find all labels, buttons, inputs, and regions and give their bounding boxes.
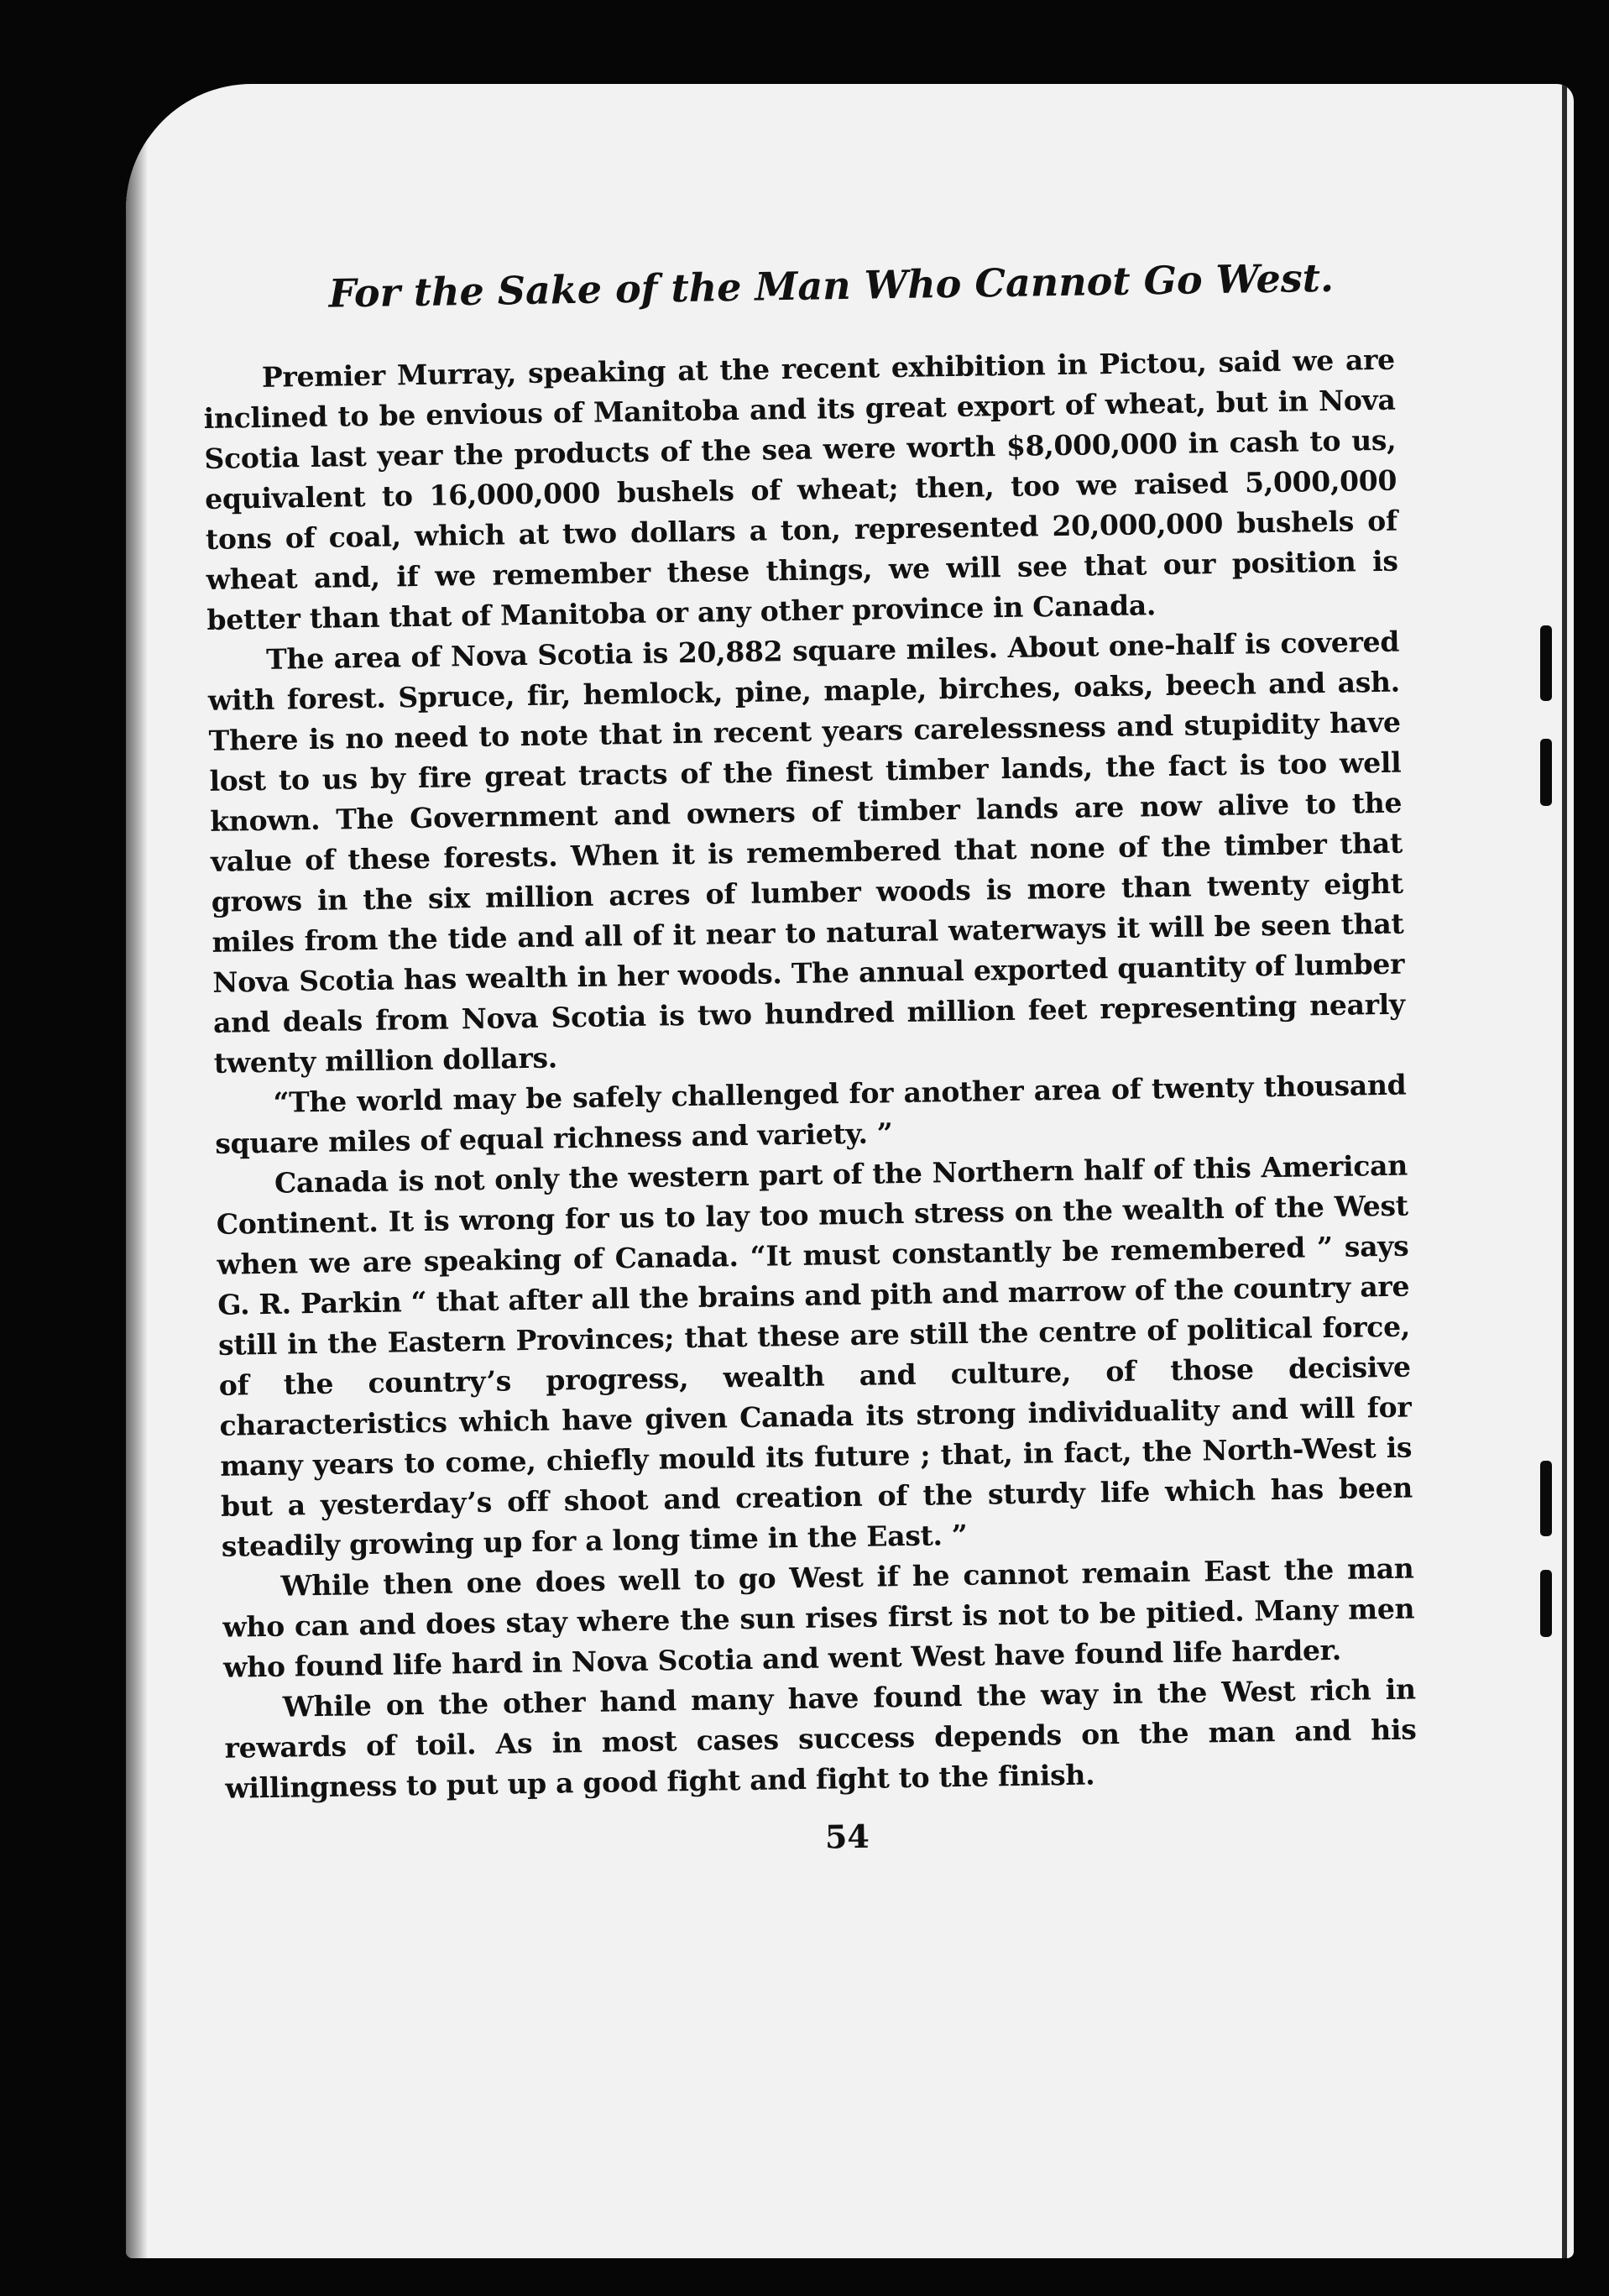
- page-gutter-shadow: [126, 84, 148, 2258]
- quote-paragraph: “The world may be safely challenged for another area of twenty thousand square miles of equal richness and variety. ”: [214, 1068, 1407, 1160]
- margin-mark: [1540, 1570, 1552, 1637]
- paragraph: Canada is not only the western part of the Northern half of this American Continent. It is wrong for us to lay too much stress on the wealth of the West when we are speaking of Canada. “It must constantly be remembered ” says G. R. Parkin “ that after all the brains and pith and marrow of the country are still in the Eastern Provinces; that these are still the centre of political force, of the country’s progress, wealth and culture, of those decisive characteristics which have given Canada its strong individuality and will for many years to come, chiefly mould its future ; that, in fact, the North-West is but a yesterday’s off shoot and creation of the sturdy life which has been steadily growing up for a long time in the East. ”: [216, 1148, 1413, 1563]
- paragraph: While on the other hand many have found the way in the West rich in rewards of toil. As in most cases success depends on the man and his willingness to put up a good fight and fight to the finish.: [224, 1672, 1417, 1805]
- margin-mark: [1540, 625, 1552, 701]
- margin-mark: [1540, 1461, 1552, 1536]
- margin-mark: [1540, 739, 1552, 806]
- page-number: 54: [824, 1817, 870, 1856]
- running-title: For the Sake of the Man Who Cannot Go West.: [328, 254, 1335, 316]
- paragraph: While then one does well to go West if he cannot remain East the man who can and does stay where the sun rises first is not to be pitied. Many men who found life hard in Nova Scotia and went West have found life harder.: [222, 1551, 1415, 1684]
- paragraph: The area of Nova Scotia is 20,882 square miles. About one-half is covered with forest. Spruce, fir, hemlock, pine, maple, birches, oaks, beech and ash. There is no need to note that in recent years carelessness and stupidity have lost to us by fire great tracts of the finest timber lands, the fact is too well known. The Government and owners of timber lands are now alive to the value of these forests. When it is remembered that none of the timber that grows in the six million acres of lumber woods is more than twenty eight miles from the tide and all of it near to natural waterways it will be seen that Nova Scotia has wealth in her woods. The annual exported quantity of lumber and deals from Nova Scotia is two hundred million feet representing nearly twenty million dollars.: [207, 625, 1406, 1080]
- paragraph: Premier Murray, speaking at the recent exhibition in Pictou, said we are inclined to be envious of Manitoba and its great export of wheat, but in Nova Scotia last year the products of the sea were worth $8,000,000 in cash to us, equivalent to 16,000,000 bushels of wheat; then, too we raised 5,000,000 tons of coal, which at two dollars a ton, represented 20,000,000 bushels of wheat and, if we remember these things, we will see that our position is better than that of Manitoba or any other province in Canada.: [203, 343, 1398, 636]
- page-right-edge: [1562, 84, 1567, 2258]
- page-content: [201, 254, 1418, 1865]
